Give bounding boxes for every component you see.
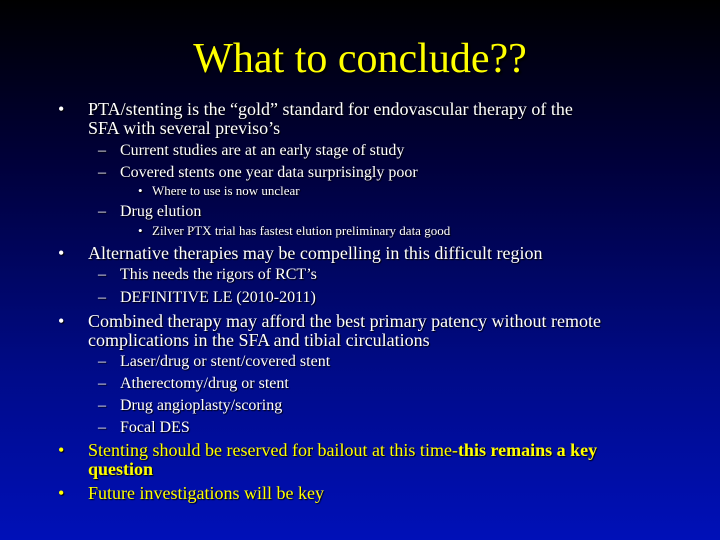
bullet-4 [88, 441, 688, 479]
bullet-marker: • [58, 440, 65, 460]
bullet-5: Future investigations will be key [88, 483, 324, 503]
dash-marker: – [98, 164, 106, 181]
bullet-4-line-2: question [88, 459, 154, 479]
dash-marker: – [98, 266, 106, 283]
bullet-3 [88, 312, 708, 350]
bullet-3-sub-2: Atherectomy/drug or stent [120, 375, 289, 392]
bullet-1 [88, 100, 688, 138]
dash-marker: – [98, 419, 106, 436]
bullet-1-sub-3-sub-1: Zilver PTX trial has fastest elution preliminary data good [152, 223, 451, 238]
bullet-2-sub-2: DEFINITIVE LE (2010-2011) [120, 289, 316, 306]
bullet-1-sub-1: Current studies are at an early stage of study [120, 142, 405, 159]
bullet-3-line-2: complications in the SFA and tibial circulations [88, 330, 430, 350]
bullet-3-line-1: Combined therapy may afford the best primary patency without remote [88, 311, 602, 331]
bullet-3-sub-4: Focal DES [120, 419, 190, 436]
bullet-marker: • [138, 183, 143, 198]
dash-marker: – [98, 397, 106, 414]
bullet-2: Alternative therapies may be compelling in this difficult region [88, 243, 543, 263]
bullet-4-line-1 [88, 441, 688, 460]
bullet-1-line-2: SFA with several previso’s [88, 118, 281, 138]
bullet-marker: • [138, 223, 143, 238]
bullet-4-text: Stenting should be reserved for bailout at this time- [88, 440, 458, 460]
bullet-2-sub-1: This needs the rigors of RCT’s [120, 266, 317, 283]
bullet-1-sub-2: Covered stents one year data surprisingly poor [120, 164, 418, 181]
dash-marker: – [98, 375, 106, 392]
bullet-1-line-1: PTA/stenting is the “gold” standard for endovascular therapy of the [88, 99, 573, 119]
bullet-marker: • [58, 311, 65, 331]
dash-marker: – [98, 353, 106, 370]
bullet-3-sub-1: Laser/drug or stent/covered stent [120, 353, 331, 370]
bullet-1-sub-3: Drug elution [120, 203, 202, 220]
bullet-4-emphasis: this remains a key [457, 440, 598, 460]
bullet-marker: • [58, 483, 65, 503]
bullet-marker: • [58, 243, 65, 263]
dash-marker: – [98, 203, 106, 220]
dash-marker: – [98, 289, 106, 306]
bullet-1-sub-2-sub-1: Where to use is now unclear [152, 183, 300, 198]
dash-marker: – [98, 142, 106, 159]
bullet-3-sub-3: Drug angioplasty/scoring [120, 397, 283, 414]
slide-title: What to conclude?? [193, 36, 527, 82]
bullet-marker: • [58, 99, 65, 119]
